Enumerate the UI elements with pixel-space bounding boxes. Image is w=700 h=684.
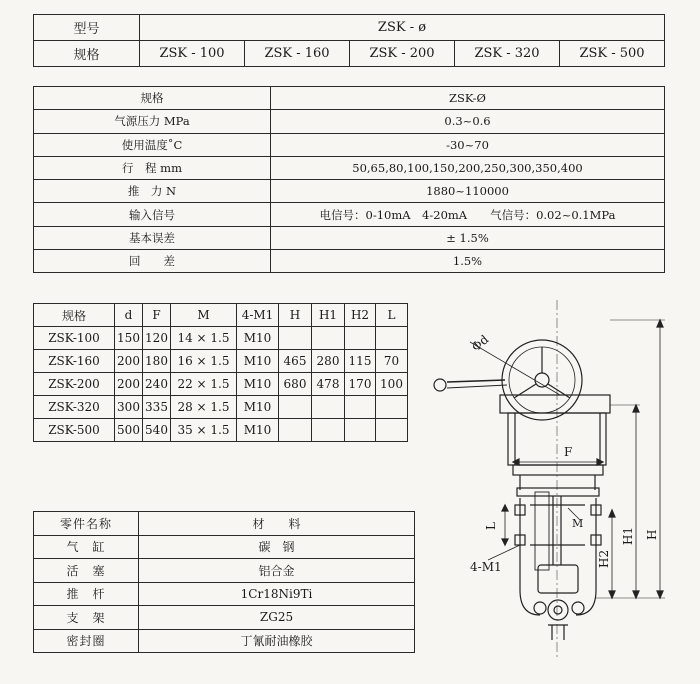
cell-H1: 280	[312, 350, 345, 373]
part-name: 活 塞	[34, 559, 139, 583]
part-name: 推 杆	[34, 582, 139, 606]
L-label: L	[484, 522, 498, 530]
H2-label: H2	[597, 549, 611, 568]
param-label: 回 差	[34, 250, 271, 273]
cell: 28 × 1.5	[171, 396, 237, 419]
cell: 540	[143, 419, 171, 442]
param-value: 1880~110000	[271, 180, 665, 203]
param-label: 规格	[34, 87, 271, 110]
col-header: F	[143, 304, 171, 327]
valve-body	[538, 565, 578, 593]
part-name: 气 缸	[34, 535, 139, 559]
cell: 16 × 1.5	[171, 350, 237, 373]
col-header: 4-M1	[237, 304, 279, 327]
H-label: H	[645, 529, 659, 540]
cell: 35 × 1.5	[171, 419, 237, 442]
cell-H2: 115	[345, 350, 376, 373]
cell: 200	[115, 350, 143, 373]
material-header: 材 料	[139, 512, 415, 536]
spec-cell: ZSK - 500	[560, 41, 665, 67]
param-value: 0.3~0.6	[271, 110, 665, 133]
part-name: 支 架	[34, 606, 139, 630]
param-value: ZSK-Ø	[271, 87, 665, 110]
part-header: 零件名称	[34, 512, 139, 536]
spec-label: 规格	[34, 41, 140, 67]
spec-cell: ZSK - 200	[350, 41, 455, 67]
param-value: 50,65,80,100,150,200,250,300,350,400	[271, 156, 665, 179]
material-name: 丁氰耐油橡胶	[139, 629, 415, 653]
param-label: 输入信号	[34, 203, 271, 226]
H1-label: H1	[621, 526, 635, 545]
cell: ZSK-500	[34, 419, 115, 442]
material-name: 1Cr18Ni9Ti	[139, 582, 415, 606]
cell-L: 100	[376, 373, 408, 396]
model-label: 型号	[34, 15, 140, 41]
cell: ZSK-160	[34, 350, 115, 373]
cell: M10	[237, 419, 279, 442]
cell: M10	[237, 327, 279, 350]
col-header: H2	[345, 304, 376, 327]
cell-H1: 478	[312, 373, 345, 396]
cell: M10	[237, 350, 279, 373]
cell: 120	[143, 327, 171, 350]
spec-cell: ZSK - 100	[140, 41, 245, 67]
cell: 200	[115, 373, 143, 396]
spec-cell: ZSK - 160	[245, 41, 350, 67]
cell: 335	[143, 396, 171, 419]
param-label: 推 力 N	[34, 180, 271, 203]
lever-handle	[447, 380, 505, 382]
part-name: 密封圈	[34, 629, 139, 653]
cell: ZSK-320	[34, 396, 115, 419]
col-header: d	[115, 304, 143, 327]
param-value: ± 1.5%	[271, 226, 665, 249]
cell: 150	[115, 327, 143, 350]
col-header: M	[171, 304, 237, 327]
cell: 500	[115, 419, 143, 442]
param-value: 1.5%	[271, 250, 665, 273]
cell: 180	[143, 350, 171, 373]
col-header: L	[376, 304, 408, 327]
cell-L: 70	[376, 350, 408, 373]
col-header: 规格	[34, 304, 115, 327]
cell: M10	[237, 396, 279, 419]
param-value: 电信号：0-10mA 4-20mA 气信号：0.02~0.1MPa	[271, 203, 665, 226]
handle-knob	[434, 379, 446, 391]
model-value: ZSK - ø	[140, 15, 665, 41]
cell-H: 465	[279, 350, 312, 373]
param-value: -30~70	[271, 133, 665, 156]
cell: 240	[143, 373, 171, 396]
cell-H: 680	[279, 373, 312, 396]
material-name: 碳 钢	[139, 535, 415, 559]
col-header: H1	[312, 304, 345, 327]
cell: ZSK-200	[34, 373, 115, 396]
diameter-label: Φd	[468, 332, 492, 355]
M-label: M	[572, 517, 584, 530]
param-label: 行 程 mm	[34, 156, 271, 179]
material-name: 铝合金	[139, 559, 415, 583]
material-name: ZG25	[139, 606, 415, 630]
hub	[535, 373, 549, 387]
cell-H2: 170	[345, 373, 376, 396]
M1-label: 4-M1	[470, 560, 502, 574]
param-label: 气源压力 MPa	[34, 110, 271, 133]
spec-cell: ZSK - 320	[455, 41, 560, 67]
cell: M10	[237, 373, 279, 396]
F-label: F	[564, 445, 573, 459]
col-header: H	[279, 304, 312, 327]
cell: ZSK-100	[34, 327, 115, 350]
cell: 14 × 1.5	[171, 327, 237, 350]
cell: 22 × 1.5	[171, 373, 237, 396]
param-label: 使用温度˚C	[34, 133, 271, 156]
cell: 300	[115, 396, 143, 419]
param-label: 基本误差	[34, 226, 271, 249]
